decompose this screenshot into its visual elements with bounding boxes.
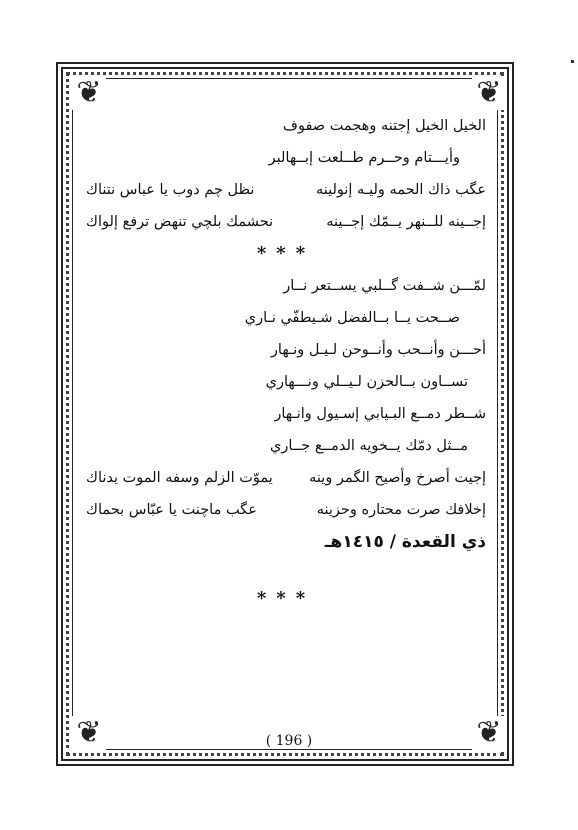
corner-ornament-icon: ❦: [472, 716, 506, 750]
poem-line: مــثل دمّك يــخويه الدمــع جــاري: [270, 438, 468, 454]
section-separator: ***: [256, 243, 316, 264]
poem-date: ذي القعدة / ١٤١٥هـ: [324, 532, 486, 552]
poem-line: شــطر دمــع البـيابي إسـيول وانـهار: [274, 406, 486, 422]
corner-ornament-icon: ❦: [472, 76, 506, 110]
poem-line: وأيـــتام وحــرم طــلعت إبــهالبر: [268, 150, 460, 166]
poem-line: أحـــن وأنــحب وأنــوحن لـيـل ونـهار: [270, 342, 486, 358]
poem-line: صــحت يــا بــالفضل شـيطفّي نـاري: [244, 310, 460, 326]
margin-mark: [571, 60, 574, 63]
corner-ornament-icon: ❦: [72, 76, 106, 110]
verse-second-half: يموّت الزلم وسفه الموت يدناك: [86, 470, 273, 486]
section-separator: ***: [256, 588, 316, 609]
poem-line: الخيل الخيل إجتنه وهجمت صفوف: [282, 118, 486, 134]
poem-body: [86, 110, 486, 526]
verse-first-half: إجيت أصرخ وأصيح الگمر وينه: [309, 470, 486, 486]
poem-verse: [86, 174, 486, 206]
poem-verse: [86, 206, 486, 238]
poem-line: لمّـــن شــفت گــلبي يســتعر نــار: [283, 278, 486, 294]
page-number: ( 196 ): [265, 733, 313, 749]
verse-second-half: نحشمك بلچي تنهض ترفع إلواك: [86, 214, 274, 230]
verse-first-half: إجــينه للــنهر يــمّك إجــينه: [326, 214, 486, 230]
verse-second-half: عگب ماچنت يا عبّاس بحماك: [86, 502, 257, 518]
poem-verse: [86, 462, 486, 494]
corner-ornament-icon: ❦: [72, 716, 106, 750]
verse-first-half: إخلافك صرت محتاره وحزينه: [316, 502, 486, 518]
poem-verse: [86, 494, 486, 526]
poem-line: تســاون بــالحزن لـيــلي ونـــهاري: [265, 374, 468, 390]
verse-first-half: عگب ذاك الحمه وليـه إنولينه: [315, 182, 486, 198]
verse-second-half: نظل چم دوب يا عباس نتناك: [86, 182, 255, 198]
